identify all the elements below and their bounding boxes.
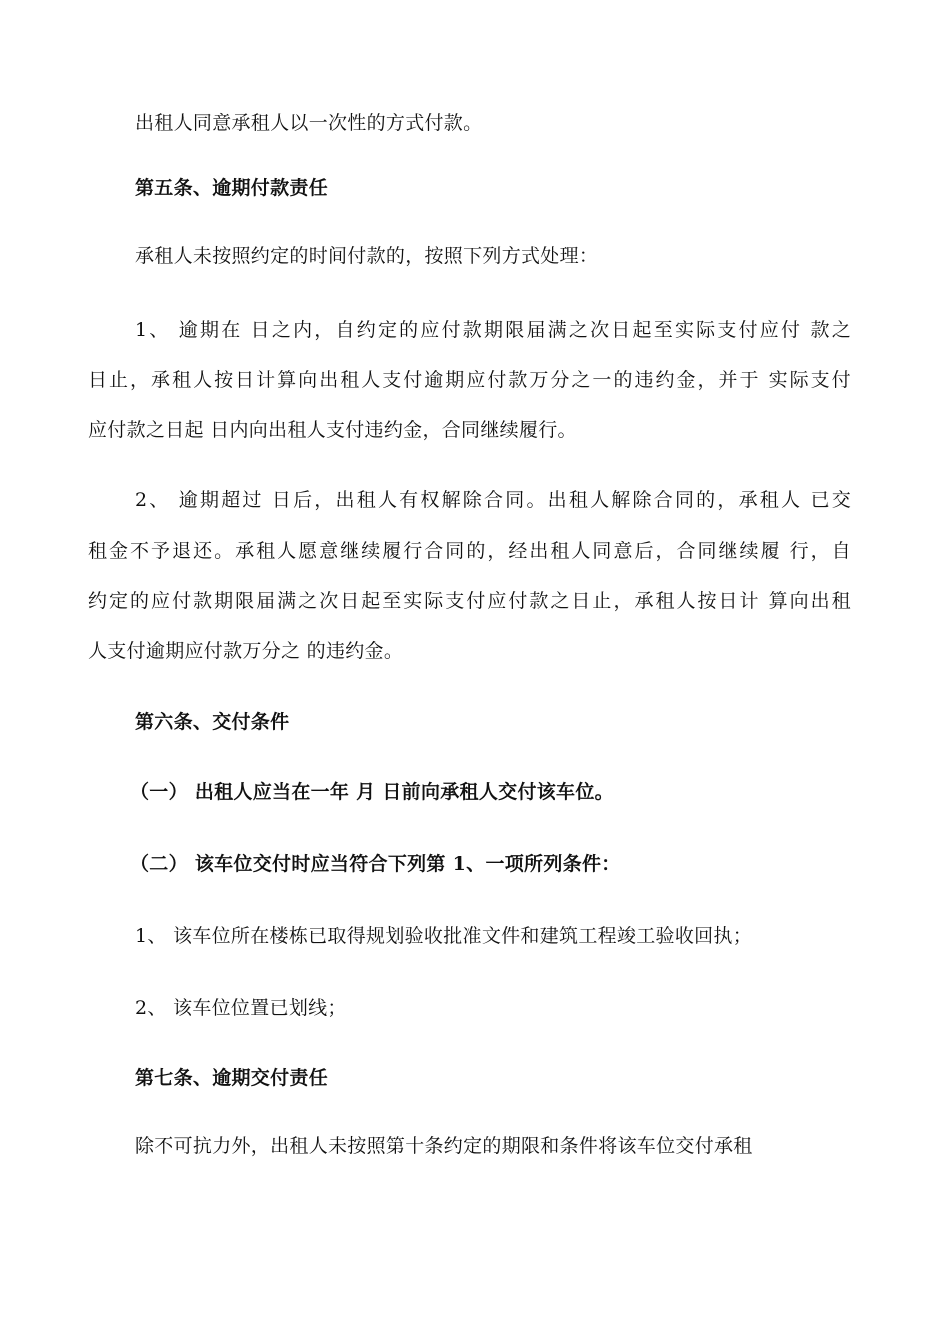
delivery-condition-1: （一） 出租人应当在一年 月 日前向承租人交付该车位。 — [130, 781, 614, 803]
paragraph-late-payment-intro: 承租人未按照约定的时间付款的，按照下列方式处理： — [135, 245, 599, 267]
paragraph-late-delivery: 除不可抗力外，出租人未按照第十条约定的期限和条件将该车位交付承租 — [135, 1135, 753, 1157]
clause-2-line-3: 约定的应付款期限届满之次日起至实际支付应付款之日止，承租人按日计 算向出租 — [88, 590, 851, 612]
delivery-item-1: 1、 该车位所在楼栋已取得规划验收批准文件和建筑工程竣工验收回执； — [135, 925, 753, 947]
clause-2-line-1: 2、 逾期超过 日后，出租人有权解除合同。出租人解除合同的，承租人 已交 — [135, 489, 851, 511]
clause-2-line-4: 人支付逾期应付款万分之 的违约金。 — [88, 640, 404, 662]
clause-1-line-2: 日止，承租人按日计算向出租人支付逾期应付款万分之一的违约金，并于 实际支付 — [88, 369, 851, 391]
paragraph-payment-method: 出租人同意承租人以一次性的方式付款。 — [135, 112, 483, 134]
heading-article-6: 第六条、交付条件 — [135, 711, 290, 733]
heading-article-7: 第七条、逾期交付责任 — [135, 1067, 329, 1089]
clause-1-line-3: 应付款之日起 日内向出租人支付违约金，合同继续履行。 — [88, 419, 577, 441]
delivery-condition-2: （二） 该车位交付时应当符合下列第 1、一项所列条件： — [130, 853, 621, 875]
heading-article-5: 第五条、逾期付款责任 — [135, 177, 329, 199]
delivery-item-2: 2、 该车位位置已划线； — [135, 997, 347, 1019]
clause-1-line-1: 1、 逾期在 日之内，自约定的应付款期限届满之次日起至实际支付应付 款之 — [135, 319, 851, 341]
clause-2-line-2: 租金不予退还。承租人愿意继续履行合同的，经出租人同意后，合同继续履 行，自 — [88, 540, 851, 562]
